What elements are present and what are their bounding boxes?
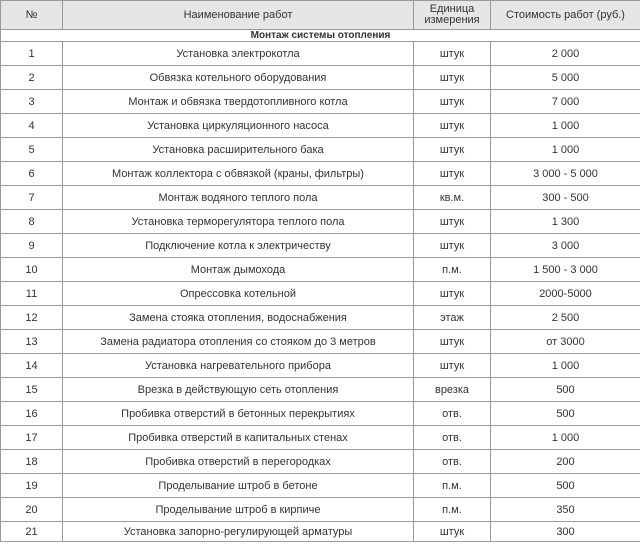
cell-unit: п.м. — [414, 474, 491, 498]
table-row — [1, 498, 640, 522]
table-row — [1, 258, 640, 282]
cell-name: Монтаж водяного теплого пола — [63, 186, 414, 210]
table-body — [1, 42, 640, 542]
cell-name: Установка запорно-регулирующей арматуры — [63, 522, 414, 542]
table-row — [1, 138, 640, 162]
cell-num: 18 — [1, 450, 63, 474]
cell-name: Проделывание штроб в бетоне — [63, 474, 414, 498]
cell-num: 12 — [1, 306, 63, 330]
cell-cost: 3 000 - 5 000 — [491, 162, 640, 186]
table-row — [1, 378, 640, 402]
header-num: № — [1, 1, 63, 30]
cell-cost: 350 — [491, 498, 640, 522]
table-row — [1, 522, 640, 542]
cell-unit: штук — [414, 162, 491, 186]
section-title: Монтаж системы отопления — [1, 30, 640, 42]
cell-cost: 1 000 — [491, 354, 640, 378]
cell-name: Установка нагревательного прибора — [63, 354, 414, 378]
cell-unit: отв. — [414, 450, 491, 474]
section-row — [1, 30, 640, 42]
cell-num: 8 — [1, 210, 63, 234]
cell-name: Установка электрокотла — [63, 42, 414, 66]
cell-num: 3 — [1, 90, 63, 114]
cell-unit: отв. — [414, 402, 491, 426]
cell-cost: 1 000 — [491, 426, 640, 450]
cell-name: Установка циркуляционного насоса — [63, 114, 414, 138]
cell-name: Пробивка отверстий в бетонных перекрытиях — [63, 402, 414, 426]
header-unit: Единица измерения — [414, 1, 491, 30]
cell-cost: 3 000 — [491, 234, 640, 258]
table-header — [1, 1, 640, 30]
cell-name: Подключение котла к электричеству — [63, 234, 414, 258]
cell-cost: 1 000 — [491, 138, 640, 162]
table-row — [1, 330, 640, 354]
cell-num: 11 — [1, 282, 63, 306]
cell-cost: 500 — [491, 474, 640, 498]
cell-num: 14 — [1, 354, 63, 378]
cell-cost: 1 300 — [491, 210, 640, 234]
cell-unit: этаж — [414, 306, 491, 330]
cell-cost: 500 — [491, 378, 640, 402]
table-row — [1, 306, 640, 330]
header-cost: Стоимость работ (руб.) — [491, 1, 640, 30]
cell-cost: 1 000 — [491, 114, 640, 138]
cell-cost: 500 — [491, 402, 640, 426]
cell-num: 6 — [1, 162, 63, 186]
table-row — [1, 210, 640, 234]
cell-unit: штук — [414, 42, 491, 66]
table-row — [1, 186, 640, 210]
table-row — [1, 282, 640, 306]
header-name: Наименование работ — [63, 1, 414, 30]
table-row — [1, 114, 640, 138]
cell-num: 15 — [1, 378, 63, 402]
table-row — [1, 450, 640, 474]
cell-num: 19 — [1, 474, 63, 498]
cell-cost: 300 - 500 — [491, 186, 640, 210]
table-row — [1, 234, 640, 258]
cell-num: 2 — [1, 66, 63, 90]
table-row — [1, 162, 640, 186]
cell-name: Замена радиатора отопления со стояком до 3 метров — [63, 330, 414, 354]
cell-num: 1 — [1, 42, 63, 66]
cell-num: 9 — [1, 234, 63, 258]
cell-unit: штук — [414, 522, 491, 542]
cell-name: Замена стояка отопления, водоснабжения — [63, 306, 414, 330]
cell-num: 7 — [1, 186, 63, 210]
cell-cost: от 3000 — [491, 330, 640, 354]
table-row — [1, 474, 640, 498]
cell-name: Монтаж дымохода — [63, 258, 414, 282]
table-row — [1, 42, 640, 66]
cell-name: Пробивка отверстий в капитальных стенах — [63, 426, 414, 450]
cell-unit: штук — [414, 354, 491, 378]
cell-num: 17 — [1, 426, 63, 450]
table-row — [1, 402, 640, 426]
cell-name: Обвязка котельного оборудования — [63, 66, 414, 90]
cell-cost: 7 000 — [491, 90, 640, 114]
cell-num: 20 — [1, 498, 63, 522]
cell-name: Опрессовка котельной — [63, 282, 414, 306]
cell-unit: штук — [414, 234, 491, 258]
cell-unit: п.м. — [414, 258, 491, 282]
cell-unit: кв.м. — [414, 186, 491, 210]
cell-name: Монтаж коллектора с обвязкой (краны, фильтры) — [63, 162, 414, 186]
cell-num: 21 — [1, 522, 63, 542]
table-row — [1, 66, 640, 90]
cell-num: 4 — [1, 114, 63, 138]
table-row — [1, 90, 640, 114]
cell-name: Монтаж и обвязка твердотопливного котла — [63, 90, 414, 114]
cell-num: 16 — [1, 402, 63, 426]
cell-unit: штук — [414, 282, 491, 306]
cell-num: 13 — [1, 330, 63, 354]
cell-name: Проделывание штроб в кирпиче — [63, 498, 414, 522]
cell-unit: штук — [414, 138, 491, 162]
table-row — [1, 354, 640, 378]
cell-cost: 2000-5000 — [491, 282, 640, 306]
cell-name: Установка расширительного бака — [63, 138, 414, 162]
cell-cost: 1 500 - 3 000 — [491, 258, 640, 282]
cell-cost: 300 — [491, 522, 640, 542]
cell-unit: штук — [414, 90, 491, 114]
cell-name: Установка терморегулятора теплого пола — [63, 210, 414, 234]
cell-cost: 2 000 — [491, 42, 640, 66]
cell-unit: штук — [414, 114, 491, 138]
table-row — [1, 426, 640, 450]
cell-unit: штук — [414, 66, 491, 90]
cell-cost: 200 — [491, 450, 640, 474]
cell-unit: штук — [414, 210, 491, 234]
cell-unit: отв. — [414, 426, 491, 450]
cell-name: Пробивка отверстий в перегородках — [63, 450, 414, 474]
cell-cost: 2 500 — [491, 306, 640, 330]
cell-unit: штук — [414, 330, 491, 354]
cell-name: Врезка в действующую сеть отопления — [63, 378, 414, 402]
cell-cost: 5 000 — [491, 66, 640, 90]
cell-num: 5 — [1, 138, 63, 162]
cell-unit: врезка — [414, 378, 491, 402]
cell-unit: п.м. — [414, 498, 491, 522]
cell-num: 10 — [1, 258, 63, 282]
